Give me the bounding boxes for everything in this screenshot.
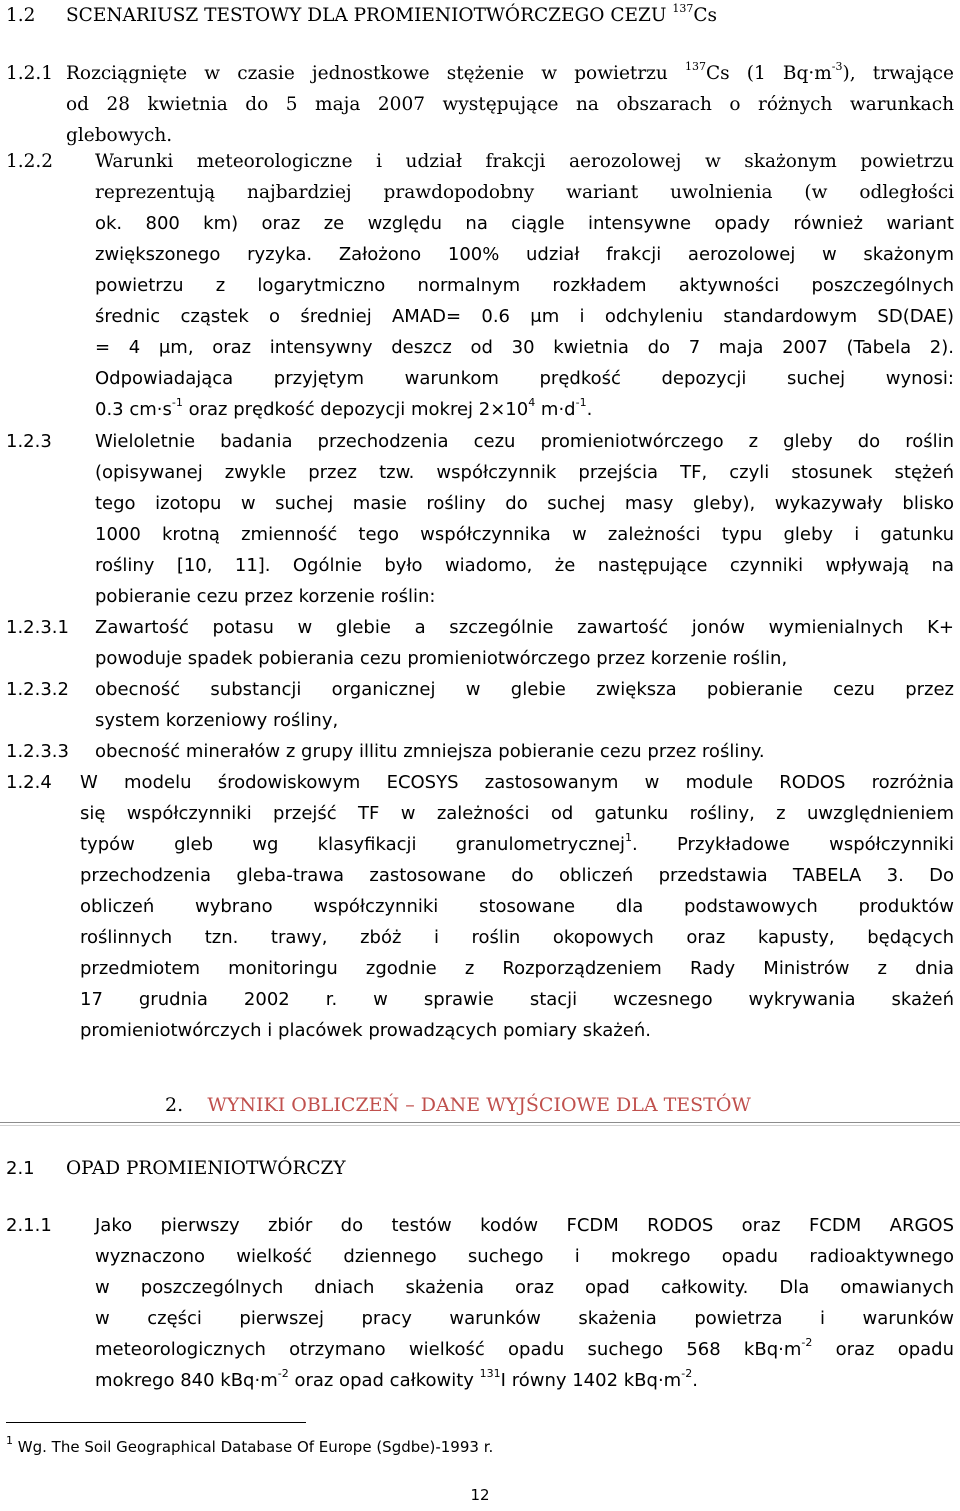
- text-line: Warunki meteorologiczne i udział frakcji aerozolowej w skażonym powietrzu: [95, 151, 954, 172]
- section-number: 2.: [165, 1094, 184, 1116]
- text-line: pobieranie cezu przez korzenie roślin:: [95, 586, 436, 607]
- text-line: wyznaczono wielkość dziennego suchego i mokrego opadu radioaktywnego: [95, 1246, 954, 1267]
- heading-underline-shadow: [0, 1125, 960, 1126]
- text-line: Wieloletnie badania przechodzenia cezu promieniotwórczego z gleby do roślin: [95, 431, 954, 452]
- text-line: W modelu środowiskowym ECOSYS zastosowanym w module RODOS rozróżnia: [80, 772, 954, 793]
- text-line: 1000 krotną zmienność tego współczynnika w zależności typu gleby i gatunku: [95, 524, 954, 545]
- paragraph-number: 1.2.2: [6, 151, 54, 172]
- paragraph-text: [95, 612, 954, 674]
- section-number: 2.1: [6, 1158, 35, 1179]
- text-line: reprezentują najbardziej prawdopodobny wariant uwolnienia (w odległości: [95, 182, 954, 203]
- section-title: [66, 0, 717, 31]
- text-line: przechodzenia gleba-trawa zastosowane do obliczeń przedstawia TABELA 3. Do: [80, 865, 954, 886]
- paragraph-number: 1.2.1: [6, 63, 54, 84]
- text-line: (opisywanej zwykle przez tzw. współczynnik przejścia TF, czyli stosunek stężeń: [95, 462, 954, 483]
- text-line: meteorologicznych otrzymano wielkość opadu suchego 568 $kBq\cdot m^{-2}$ oraz opadu: [95, 1336, 954, 1360]
- paragraph-text: [95, 736, 954, 767]
- text-line: ok. 800 km) oraz ze względu na ciągle intensywne opady również wariant: [95, 213, 954, 234]
- text-line: się współczynniki przejść TF w zależności od gatunku rośliny, z uwzględnieniem: [80, 803, 954, 824]
- section-number: 1.2: [6, 5, 36, 26]
- text-line: tego izotopu w suchej masie rośliny do suchej masy gleby), wykazywały blisko: [95, 493, 954, 514]
- page-number: 12: [470, 1486, 490, 1504]
- paragraph-text: [80, 767, 954, 1046]
- text-line: = 4 μm, oraz intensywny deszcz od 30 kwietnia do 7 maja 2007 (Tabela 2).: [95, 337, 954, 358]
- text-line: Rozciągnięte w czasie jednostkowe stężenie w powietrzu $^{137}$Cs (1 $Bq\cdot m^{-3}$), trwające: [66, 59, 954, 84]
- paragraph-number: 1.2.3.1: [6, 617, 69, 638]
- text-line: powietrzu z logarytmiczno normalnym rozkładem aktywności poszczególnych: [95, 275, 954, 296]
- paragraph-text: [95, 426, 954, 612]
- text-line: glebowych.: [66, 125, 173, 146]
- paragraph-text: [95, 1210, 954, 1396]
- footnote-ref[interactable]: 1: [625, 831, 633, 844]
- paragraph-text: [95, 146, 954, 425]
- text-line: system korzeniowy rośliny,: [95, 710, 339, 731]
- paragraph-number: 1.2.3.2: [6, 679, 69, 700]
- footnote: [6, 1434, 494, 1457]
- section-title: [165, 1090, 751, 1121]
- paragraph-number: 1.2.3.3: [6, 741, 69, 762]
- text-line: Jako pierwszy zbiór do testów kodów FCDM RODOS oraz FCDM ARGOS: [95, 1215, 954, 1236]
- paragraph-text: [66, 58, 954, 151]
- text-line: średnic cząstek o średniej AMAD= 0.6 μm i odchyleniu standardowym SD(DAE): [95, 306, 954, 327]
- text-line: obliczeń wybrano współczynniki stosowane dla podstawowych produktów: [80, 896, 954, 917]
- paragraph-number: 2.1.1: [6, 1215, 52, 1236]
- text-line: obecność substancji organicznej w glebie zwiększa pobieranie cezu przez: [95, 679, 954, 700]
- text-line: zwiększonego ryzyka. Założono 100% udział frakcji aerozolowej w skażonym: [95, 244, 954, 265]
- footnote-text: Wg. The Soil Geographical Database Of Europe (Sgdbe)-1993 r.: [13, 1438, 494, 1456]
- text-line: 0.3 $cm\cdot s^{-1}$ oraz prędkość depozycji mokrej $2\times 10^4$ $m\cdot d^{-1}$.: [95, 396, 593, 420]
- footnote-mark: 1: [6, 1434, 13, 1447]
- section-title-tail: Cs: [693, 5, 718, 26]
- heading-underline: [0, 1122, 960, 1123]
- text-line: promieniotwórczych i placówek prowadzących pomiary skażeń.: [80, 1020, 651, 1041]
- text-line: typów gleb wg klasyfikacji granulometrycznej$^1$. Przykładowe współczynniki: [80, 831, 954, 855]
- paragraph-number: 1.2.4: [6, 772, 52, 793]
- text-line: roślinnych tzn. trawy, zbóż i roślin okopowych oraz kapusty, będących: [80, 927, 954, 948]
- paragraph-number: 1.2.3: [6, 431, 52, 452]
- text-line: powoduje spadek pobierania cezu promieniotwórczego przez korzenie roślin,: [95, 648, 788, 669]
- text-line: mokrego 840 $kBq\cdot m^{-2}$ oraz opad całkowity $^{131}$I równy 1402 $kBq\cdot m^{-2}$.: [95, 1367, 698, 1391]
- section-title-text: WYNIKI OBLICZEŃ – DANE WYJŚCIOWE DLA TESTÓW: [207, 1094, 751, 1116]
- text-line: obecność minerałów z grupy illitu zmniejsza pobieranie cezu przez rośliny.: [95, 741, 765, 762]
- text-line: 17 grudnia 2002 r. w sprawie stacji wczesnego wykrywania skażeń: [80, 989, 954, 1010]
- text-line: Zawartość potasu w glebie a szczególnie zawartość jonów wymienialnych K+: [95, 617, 954, 638]
- text-line: Odpowiadająca przyjętym warunkom prędkość depozycji suchej wynosi:: [95, 368, 954, 389]
- text-line: rośliny [10, 11]. Ogólnie było wiadomo, że następujące czynniki wpływają na: [95, 555, 954, 576]
- isotope-mass-number: 137: [672, 1, 694, 15]
- section-title-text: SCENARIUSZ TESTOWY DLA PROMIENIOTWÓRCZEGO CEZU: [66, 5, 673, 26]
- footnote-separator: [6, 1422, 306, 1423]
- text-line: w poszczególnych dniach skażenia oraz opad całkowity. Dla omawianych: [95, 1277, 954, 1298]
- paragraph-text: [95, 674, 954, 736]
- text-line: od 28 kwietnia do 5 maja 2007 występujące na obszarach o różnych warunkach: [66, 94, 954, 115]
- text-line: przedmiotem monitoringu zgodnie z Rozporządzeniem Rady Ministrów z dnia: [80, 958, 954, 979]
- section-title: OPAD PROMIENIOTWÓRCZY: [66, 1158, 346, 1179]
- text-line: w części pierwszej pracy warunków skażenia powietrza i warunków: [95, 1308, 954, 1329]
